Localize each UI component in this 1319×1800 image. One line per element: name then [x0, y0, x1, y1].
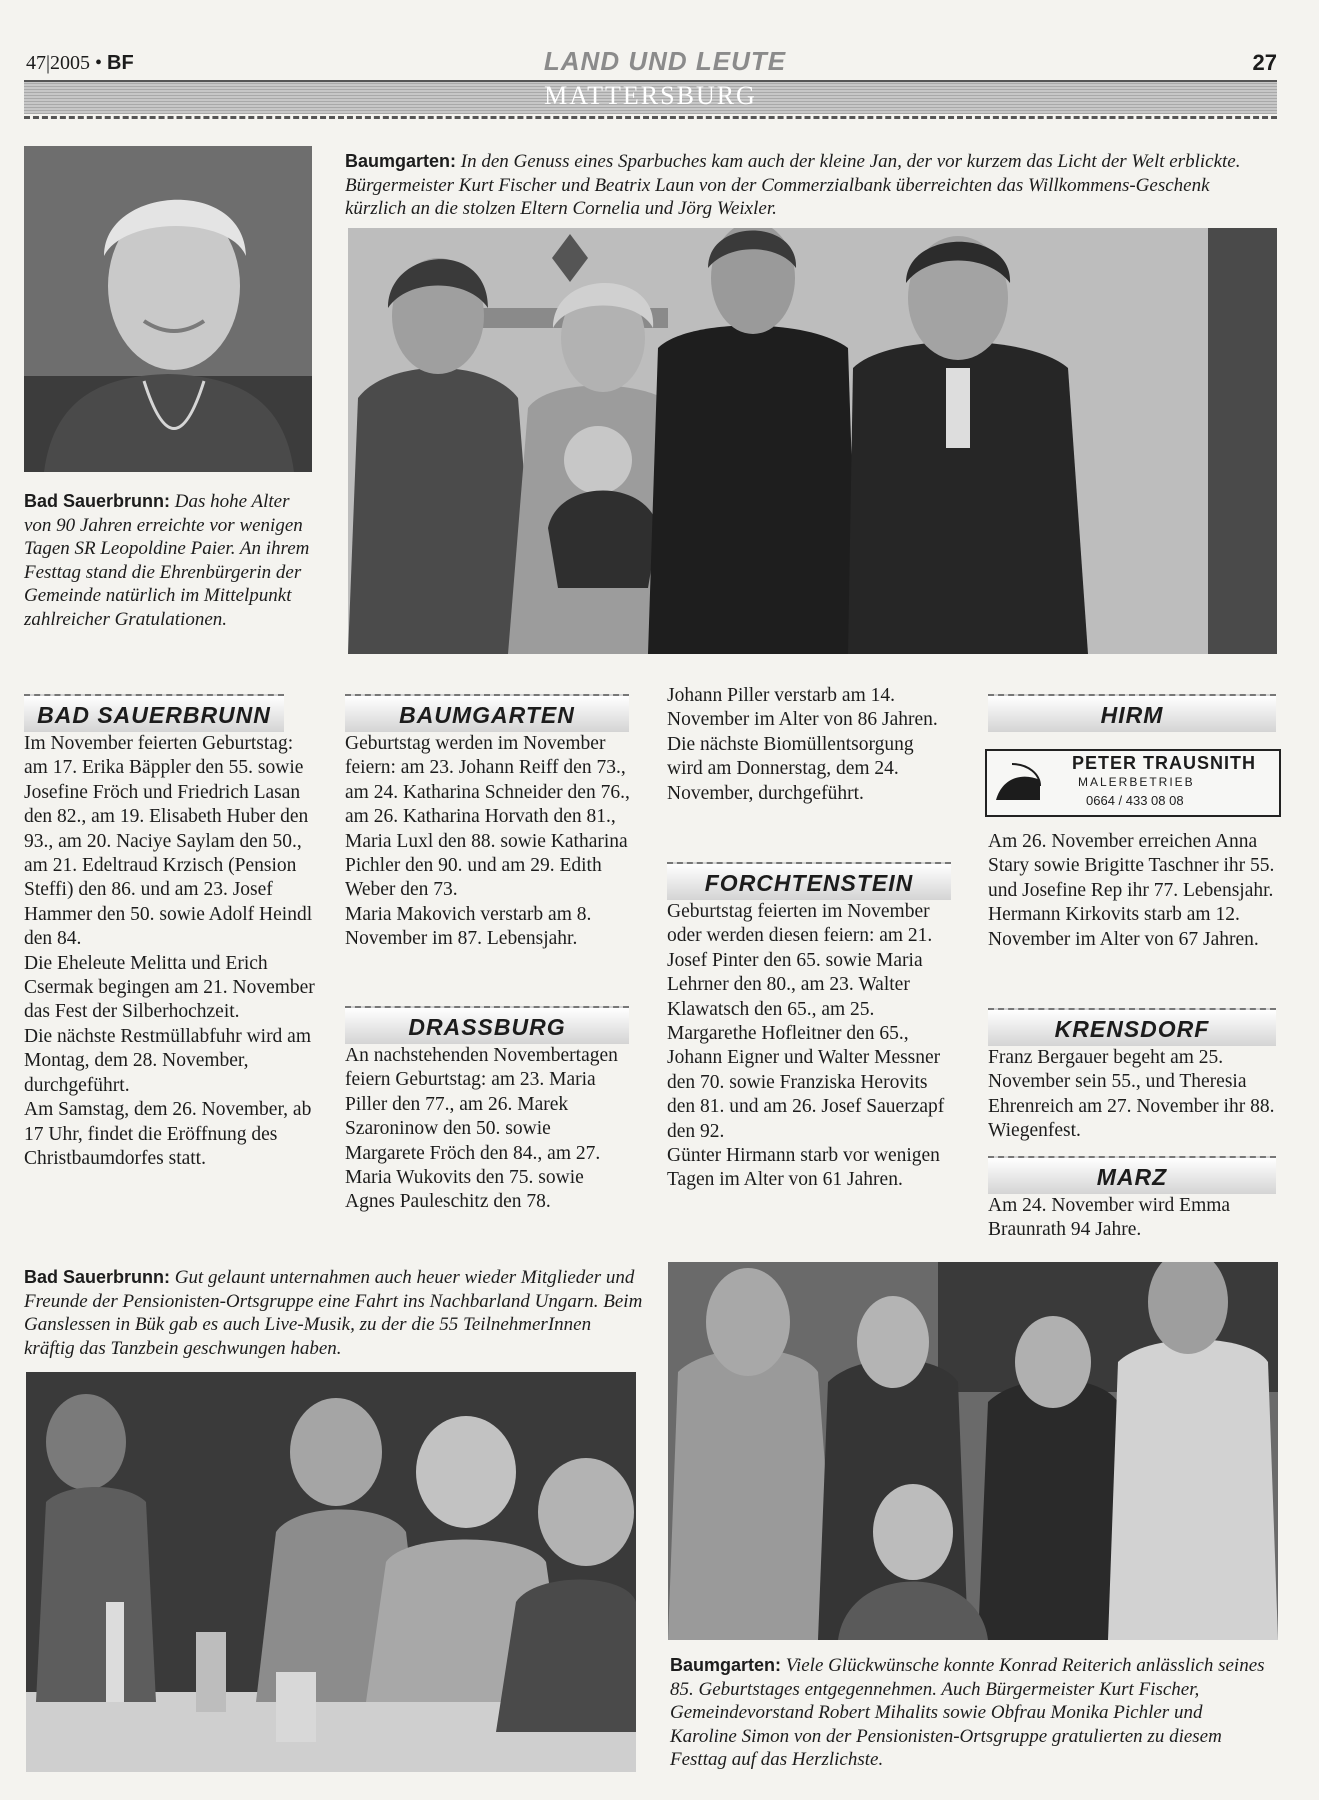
caption-place: Baumgarten:: [345, 151, 457, 171]
caption-bad-sauerbrunn-bottom: [24, 1266, 644, 1360]
section-heading-bad-sauerbrunn: BAD SAUERBRUNN: [24, 694, 284, 732]
ad-company-name: PETER TRAUSNITH: [1072, 753, 1257, 773]
section-text-drassburg: An nachstehenden Novembertagen feiern Geburtstag: am 23. Maria Piller den 77., am 26. Marek Szaroninow den 50. sowie Margarete Fröch den 84., am 27. Maria Wukovits den 75. sowie Agnes Pauleschitz den 78.: [345, 1045, 618, 1213]
ad-subtitle: MALERBETRIEB: [1078, 775, 1195, 789]
photo-weixler-family: [348, 228, 1277, 654]
section-heading-hirm: HIRM: [988, 694, 1276, 732]
section-title: LAND UND LEUTE: [543, 46, 787, 76]
ad-phone: 0664 / 433 08 08: [1086, 793, 1184, 808]
section-heading-baumgarten: BAUMGARTEN: [345, 694, 629, 732]
section-heading-forchtenstein: FORCHTENSTEIN: [667, 862, 951, 900]
issue-number: 47|2005: [26, 52, 91, 74]
section-text-baumgarten: Geburtstag werden im November feiern: am 23. Johann Reiff den 73., am 24. Katharina Schneider den 76., am 26. Katharina Horvath den 81., Maria Luxl den 88. sowie Katharina Pichler den 90. und am 29. Edith Weber den 73. Maria Makovich verstarb am 8. November im 87. Lebensjahr.: [345, 733, 630, 950]
photo-konrad-reiterich: [668, 1262, 1278, 1640]
caption-text: Das hohe Alter von 90 Jahren erreichte vor wenigen Tagen SR Leopoldine Paier. An ihrem Festtag stand die Ehrenbürgerin der Gemeinde natürlich im Mittelpunkt zahlreicher Gratulationen.: [24, 491, 310, 630]
section-text-bad-sauerbrunn: Im November feierten Geburtstag: am 17. Erika Bäppler den 55. sowie Josefine Fröch und Friedrich Lasan den 82., am 19. Elisabeth Huber den 93., am 20. Naciye Saylam den 50., am 21. Edeltraud Krzisch (Pension Steffi) den 86. und am 23. Josef Hammer den 50. sowie Adolf Heindl den 84. Die Eheleute Melitta und Erich Csermak begingen am 21. November das Fest der Silberhochzeit. Die nächste Restmüllabfuhr wird am Montag, dem 28. November, durchgeführt. Am Samstag, dem 26. November, ab 17 Uhr, findet die Eröffnung des Christbaumdorfes statt.: [24, 733, 315, 1169]
issue-label: [26, 52, 134, 75]
section-heading-krensdorf: KRENSDORF: [988, 1008, 1276, 1046]
caption-text: Gut gelaunt unternahmen auch heuer wieder Mitglieder und Freunde der Pensionisten-Ortsgruppe eine Fahrt ins Nachbarland Ungarn. Beim Ganslessen in Bük gab es auch Live-Musik, zu der die 55 TeilnehmerInnen kräftig das Tanzbein geschwungen haben.: [24, 1267, 643, 1359]
section-heading-drassburg: DRASSBURG: [345, 1006, 629, 1044]
section-text-krensdorf: Franz Bergauer begeht am 25. November sein 55., und Theresia Ehrenreich am 27. November ihr 88. Wiegenfest.: [988, 1047, 1275, 1142]
section-text-forchtenstein: Geburtstag feierten im November oder werden diesen feiern: am 21. Josef Pinter den 65. sowie Maria Lehrner den 80., am 23. Walter Klawatsch den 65., am 25. Margarethe Hofleitner den 65., Johann Eigner und Walter Messner den 70. sowie Franziska Herovits den 81. und am 26. Josef Sauerzapf den 92. Günter Hirmann starb vor wenigen Tagen im Alter von 61 Jahren.: [667, 901, 945, 1191]
bullet: •: [95, 52, 103, 74]
painter-logo-icon: [992, 760, 1044, 804]
caption-place: Bad Sauerbrunn:: [24, 491, 171, 511]
header-divider: [24, 116, 1277, 119]
section-text-drassburg-continued: Johann Piller verstarb am 14. November im Alter von 86 Jahren. Die nächste Biomüllentsorgung wird am Donnerstag, dem 24. November, durchgeführt.: [667, 685, 938, 804]
section-text-marz: Am 24. November wird Emma Braunrath 94 Jahre.: [988, 1195, 1231, 1241]
caption-baumgarten-bottom: [670, 1654, 1270, 1772]
caption-bad-sauerbrunn-top: [24, 490, 316, 631]
caption-place: Baumgarten:: [670, 1655, 782, 1675]
region-label: MATTERSBURG: [544, 81, 757, 110]
page-number: 27: [1252, 50, 1277, 75]
section-heading-marz: MARZ: [988, 1156, 1276, 1194]
caption-baumgarten-top: [345, 150, 1275, 221]
caption-text: Viele Glückwünsche konnte Konrad Reiterich anlässlich seines 85. Geburtstages entgegennehmen. Auch Bürgermeister Kurt Fischer, Gemeindevorstand Robert Mihalits sowie Obfrau Monika Pichler und Karoline Simon von der Pensionisten-Ortsgruppe gratulierten zu diesem Festtag auf das Herzlichste.: [670, 1655, 1265, 1770]
photo-pensioners-trip: [26, 1372, 636, 1772]
section-text-hirm: Am 26. November erreichen Anna Stary sowie Brigitte Taschner ihr 55. und Josefine Rep ihr 77. Lebensjahr. Hermann Kirkovits starb am 12. November im Alter von 67 Jahren.: [988, 831, 1275, 950]
paper-name: BF: [107, 52, 134, 74]
caption-text: In den Genuss eines Sparbuches kam auch der kleine Jan, der vor kurzem das Licht der Welt erblickte. Bürgermeister Kurt Fischer und Beatrix Laun von der Commerzialbank überreichten das Willkommens-Geschenk kürzlich an die stolzen Eltern Cornelia und Jörg Weixler.: [345, 151, 1241, 219]
photo-leopoldine-paier: [24, 146, 312, 472]
caption-place: Bad Sauerbrunn:: [24, 1267, 171, 1287]
